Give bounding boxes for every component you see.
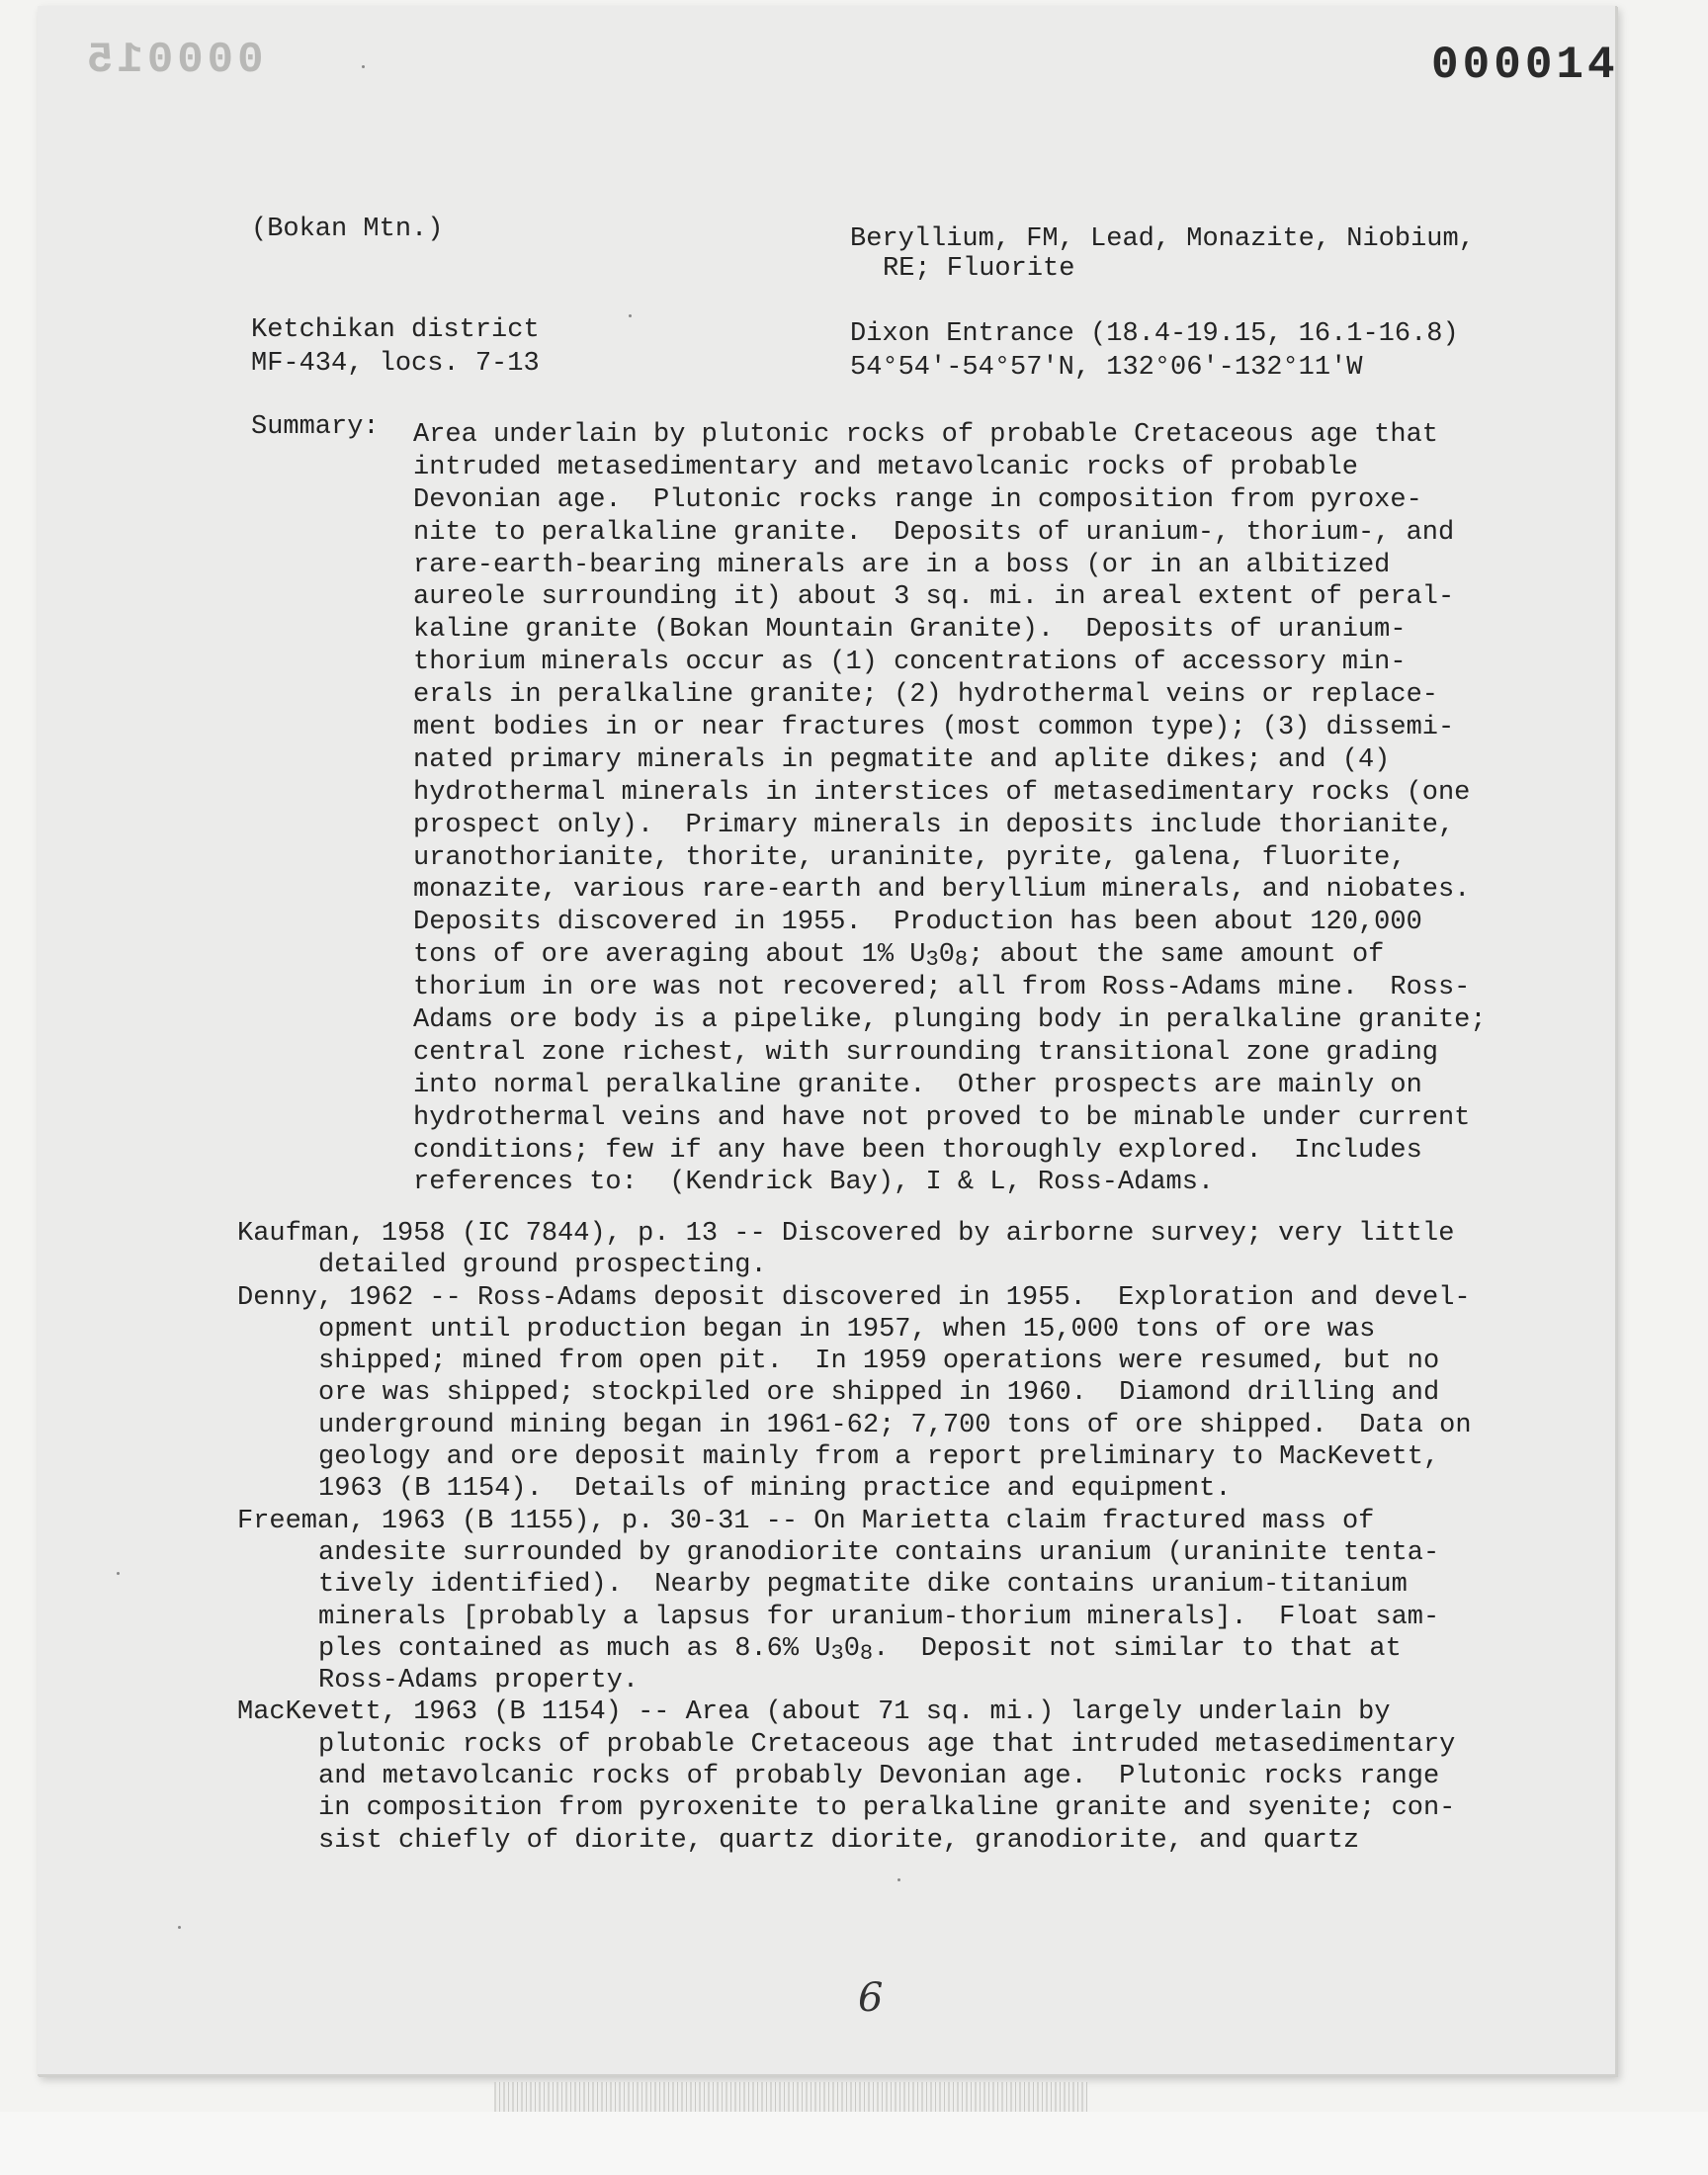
ore-text-post: ; about the same amount of [968, 940, 1385, 971]
summary-line: central zone richest, with surrounding transitional zone grading [413, 1037, 1438, 1068]
reference-kaufman: Kaufman, 1958 (IC 7844), p. 13 -- Discovered by airborne survey; very little [237, 1219, 1455, 1249]
scan-margin [0, 2112, 1708, 2175]
summary-line: Devonian age. Plutonic rocks range in composition from pyroxe- [413, 484, 1422, 515]
summary-line: thorium in ore was not recovered; all from Ross-Adams mine. Ross- [413, 973, 1471, 1003]
summary-line: Deposits discovered in 1955. Production has been about 120,000 [413, 908, 1422, 938]
scan-speck [178, 1926, 181, 1929]
quadrangle: Dixon Entrance (18.4-19.15, 16.1-16.8) [850, 319, 1459, 349]
ore-text-mid: 0 [938, 940, 955, 971]
summary-line: ment bodies in or near fractures (most common type); (3) dissemi- [413, 713, 1455, 743]
location-name: (Bokan Mtn.) [251, 215, 444, 244]
scan-speck [897, 1878, 900, 1881]
summary-text [413, 419, 1487, 1199]
coordinates: 54°54'-54°57'N, 132°06'-132°11'W [850, 353, 1363, 383]
ore-text-pre: tons of ore averaging about 1% U [413, 940, 926, 971]
reference-denny: Denny, 1962 -- Ross-Adams deposit discovered in 1955. Exploration and devel- [237, 1282, 1471, 1313]
summary-line: thorium minerals occur as (1) concentrations of accessory min- [413, 648, 1407, 678]
summary-line: prospect only). Primary minerals in deposits include thorianite, [413, 810, 1455, 840]
reference-kaufman-cont: detailed ground prospecting. [318, 1251, 767, 1281]
summary-line: intruded metasedimentary and metavolcanic rocks of probable [413, 452, 1358, 482]
summary-line: aureole surrounding it) about 3 sq. mi. in areal extent of peral- [413, 582, 1455, 613]
summary-line: kaline granite (Bokan Mountain Granite). Deposits of uranium- [413, 615, 1407, 646]
summary-line-ore-grade [413, 939, 1487, 972]
summary-line: monazite, various rare-earth and beryllium minerals, and niobates. [413, 875, 1471, 906]
reference-freeman-cont: Ross-Adams property. [318, 1666, 640, 1696]
float-subscript-8: 8 [859, 1640, 874, 1666]
scan-speck [362, 65, 365, 68]
reference-denny-cont: opment until production began in 1957, when 15,000 tons of ore was [318, 1314, 1376, 1345]
summary-line: Adams ore body is a pipelike, plunging body in peralkaline granite; [413, 1005, 1487, 1036]
reference-freeman-cont: andesite surrounded by granodiorite contains uranium (uraninite tenta- [318, 1537, 1440, 1568]
reference-freeman-cont: minerals [probably a lapsus for uranium-thorium minerals]. Float sam- [318, 1602, 1440, 1632]
reference-denny-cont: 1963 (B 1154). Details of mining practice and equipment. [318, 1474, 1232, 1505]
commodities-line-2: RE; Fluorite [883, 254, 1075, 284]
summary-line: into normal peralkaline granite. Other prospects are mainly on [413, 1070, 1422, 1100]
reference-freeman: Freeman, 1963 (B 1155), p. 30-31 -- On Marietta claim fractured mass of [237, 1506, 1375, 1536]
float-subscript-3: 3 [830, 1640, 844, 1666]
scan-speck [629, 314, 632, 317]
reference-mackevett-cont: sist chiefly of diorite, quartz diorite, granodiorite, and quartz [318, 1825, 1360, 1856]
summary-line: nite to peralkaline granite. Deposits of uranium-, thorium-, and [413, 517, 1455, 548]
commodities-line-1: Beryllium, FM, Lead, Monazite, Niobium, [850, 224, 1475, 254]
summary-line: uranothorianite, thorite, uraninite, pyrite, galena, fluorite, [413, 842, 1407, 873]
scan-artifact [494, 2082, 1087, 2112]
summary-line: references to: (Kendrick Bay), I & L, Ross-Adams. [413, 1168, 1215, 1198]
reference-denny-cont: underground mining began in 1961-62; 7,700 tons of ore shipped. Data on [318, 1410, 1472, 1440]
reference-denny-cont: geology and ore deposit mainly from a report preliminary to MacKevett, [318, 1442, 1440, 1473]
summary-line: erals in peralkaline granite; (2) hydrothermal veins or replace- [413, 680, 1438, 711]
summary-line: Area underlain by plutonic rocks of probable Cretaceous age that [413, 420, 1438, 450]
summary-line: nated primary minerals in pegmatite and aplite dikes; and (4) [413, 744, 1391, 775]
summary-line: hydrothermal veins and have not proved to be minable under current [413, 1102, 1471, 1133]
page-number: 6 [858, 1975, 884, 2021]
bates-stamp: 000014 [1431, 40, 1619, 91]
float-text-pre: ples contained as much as 8.6% U [318, 1633, 831, 1664]
references-list [237, 1218, 1472, 1857]
float-text-post: . Deposit not similar to that at [873, 1633, 1402, 1664]
summary-label: Summary: [251, 412, 380, 442]
district-name: Ketchikan district [251, 315, 540, 345]
summary-line: conditions; few if any have been thoroughly explored. Includes [413, 1135, 1422, 1166]
summary-line: hydrothermal minerals in interstices of metasedimentary rocks (one [413, 777, 1471, 808]
ore-subscript-3: 3 [925, 947, 939, 973]
reference-mackevett-cont: plutonic rocks of probable Cretaceous age that intruded metasedimentary [318, 1729, 1456, 1760]
reference-mackevett-cont: in composition from pyroxenite to peralkaline granite and syenite; con- [318, 1793, 1456, 1824]
reference-mackevett-cont: and metavolcanic rocks of probably Devonian age. Plutonic rocks range [318, 1762, 1440, 1792]
bates-stamp-mirrored: 000015 [83, 36, 264, 85]
map-reference: MF-434, locs. 7-13 [251, 349, 540, 379]
scan-speck [117, 1572, 120, 1575]
reference-denny-cont: shipped; mined from open pit. In 1959 operations were resumed, but no [318, 1347, 1440, 1377]
reference-freeman-cont: tively identified). Nearby pegmatite dike contains uranium-titanium [318, 1570, 1408, 1601]
reference-denny-cont: ore was shipped; stockpiled ore shipped in 1960. Diamond drilling and [318, 1378, 1440, 1409]
float-text-mid: 0 [843, 1633, 860, 1664]
reference-freeman-float [237, 1633, 1472, 1665]
summary-line: rare-earth-bearing minerals are in a boss (or in an albitized [413, 550, 1391, 580]
ore-subscript-8: 8 [954, 947, 969, 973]
reference-mackevett: MacKevett, 1963 (B 1154) -- Area (about 71 sq. mi.) largely underlain by [237, 1697, 1391, 1728]
